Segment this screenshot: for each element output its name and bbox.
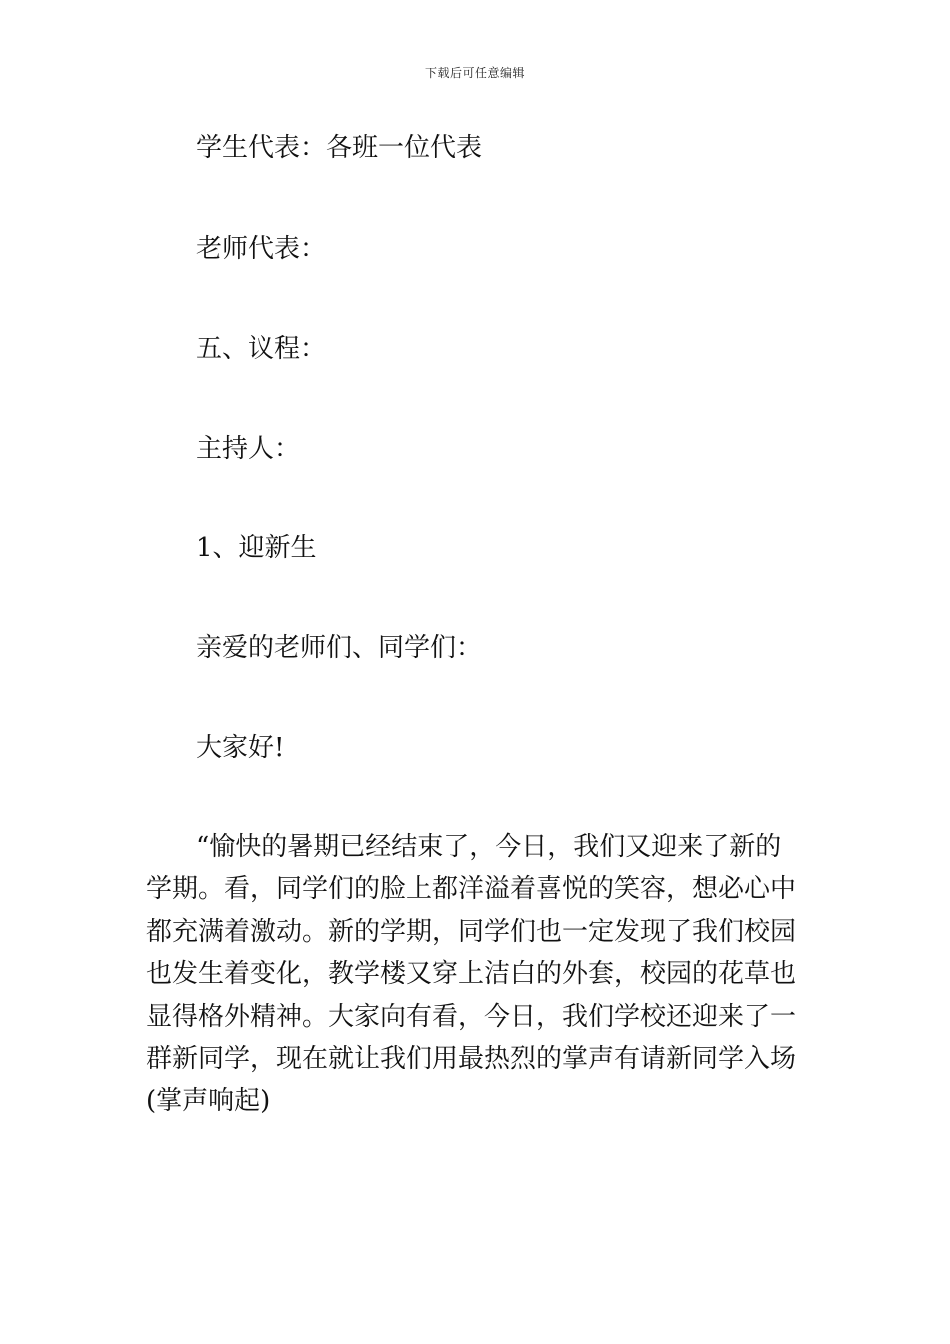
- greeting-line: 大家好!: [196, 733, 285, 763]
- teacher-representative-line: 老师代表：: [196, 234, 327, 264]
- welcome-paragraph: [146, 826, 806, 1123]
- paragraph-line: 也发生着变化，教学楼又穿上洁白的外套，校园的花草也: [146, 959, 797, 990]
- paragraph-line: (掌声响起): [146, 1086, 271, 1117]
- student-representative-line: 学生代表：各班一位代表: [196, 133, 483, 163]
- host-line: 主持人：: [196, 434, 301, 464]
- paragraph-line: 都充满着激动。新的学期，同学们也一定发现了我们校园: [146, 916, 797, 947]
- agenda-heading: 五、议程：: [196, 334, 327, 364]
- salutation-line: 亲爱的老师们、同学们：: [196, 633, 483, 663]
- welcome-new-students-heading: 1、迎新生: [196, 533, 317, 563]
- header-note: 下载后可任意编辑: [424, 66, 525, 80]
- paragraph-line: 显得格外精神。大家向有看，今日，我们学校还迎来了一: [146, 1001, 797, 1032]
- paragraph-line: 群新同学，现在就让我们用最热烈的掌声有请新同学入场: [146, 1043, 797, 1074]
- paragraph-line: “愉快的暑期已经结束了，今日，我们又迎来了新的: [196, 832, 782, 862]
- paragraph-line: 学期。看，同学们的脸上都洋溢着喜悦的笑容，想必心中: [146, 874, 797, 905]
